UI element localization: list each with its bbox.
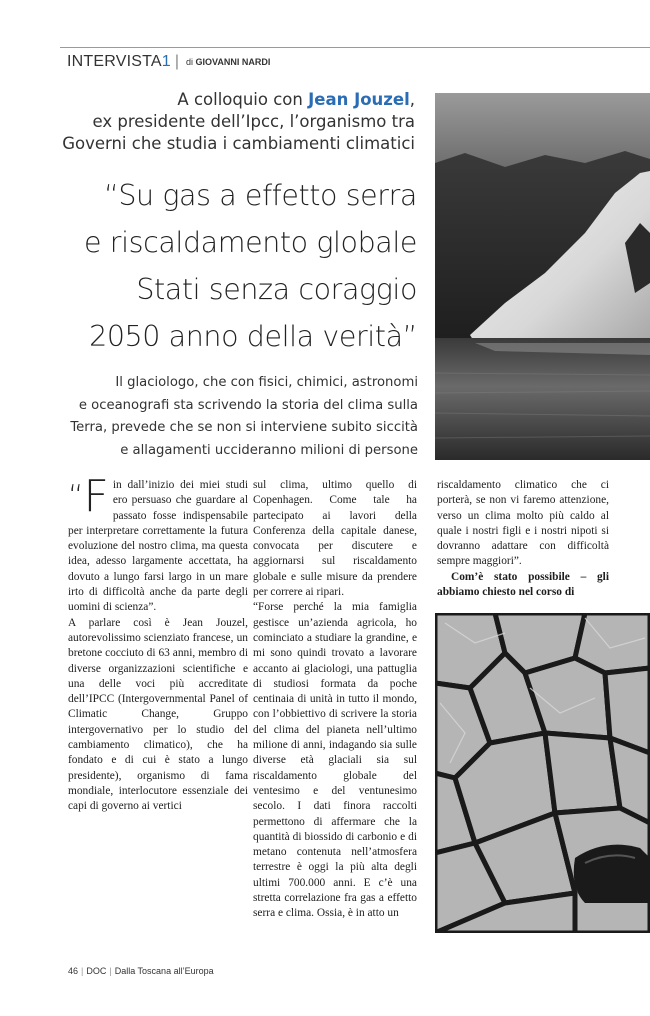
subhead-name: Jean Jouzel bbox=[308, 90, 410, 109]
iceberg-illustration bbox=[435, 93, 650, 460]
section-separator: | bbox=[174, 53, 180, 70]
lede-line-1: Il glaciologo, che con fisici, chimici, astronomi bbox=[115, 375, 418, 390]
magazine-tagline: Dalla Toscana all’Europa bbox=[114, 966, 214, 976]
section-number: 1 bbox=[161, 53, 171, 70]
subhead-comma: , bbox=[409, 90, 415, 109]
lede bbox=[60, 372, 418, 462]
drop-cap-quote: “ bbox=[68, 479, 84, 514]
subhead-line-3: Governi che studia i cambiamenti climatici bbox=[62, 134, 415, 153]
page-number: 46 bbox=[68, 966, 79, 976]
section-label bbox=[67, 53, 183, 71]
body-column-1 bbox=[68, 471, 248, 815]
lede-line-2: e oceanografi sta scrivendo la storia del clima sulla bbox=[78, 397, 418, 413]
body-paragraph: riscaldamento climatico che ci porterà, se non vi faremo attenzione, verso un clima molto più caldo al quale i nostri figli e i nostri nipoti si dovranno adattare con difficoltà sempre maggiori”. bbox=[437, 479, 609, 568]
byline-prefix: di bbox=[186, 57, 194, 67]
top-rule bbox=[60, 47, 650, 48]
lede-line-4: e allagamenti uccideranno milioni di persone bbox=[120, 442, 418, 458]
lede-line-3: Terra, prevede che se non si interviene subito siccità bbox=[70, 420, 418, 435]
body-paragraph: A parlare così è Jean Jouzel, autorevolissimo scienziato francese, un bretone cocciuto di 63 anni, membro di diverse organizzazioni scientifiche e una delle voci più accreditate dell’IPCC (Intergovernmental Panel of Climatic Change, Gruppo intergovernativo per lo studio del cambiamento climatico), che ha fondato e di cui è stato a lungo presidente), organismo di fama mondiale, interlocutore essenziale dei capi di governo ai vertici bbox=[68, 616, 248, 813]
iceberg-photo bbox=[435, 93, 650, 460]
subhead-line-1 bbox=[60, 89, 415, 111]
headline bbox=[40, 172, 417, 360]
body-column-2 bbox=[253, 478, 417, 922]
body-paragraph: sul clima, ultimo quello di Copenhagen. Come tale ha partecipato ai lavori della Conferenza della capitale danese, convocata per discutere e aggiornarsi sul riscaldamento globale e sulle misure da prendere per correre ai ripari. bbox=[253, 479, 417, 599]
footer-separator: | bbox=[109, 966, 112, 976]
headline-line-3: Stati senza coraggio bbox=[136, 273, 417, 306]
byline-author: GIOVANNI NARDI bbox=[195, 57, 271, 67]
footer-separator: | bbox=[81, 966, 84, 976]
subhead-prefix: A colloquio con bbox=[177, 90, 303, 109]
subhead-line-2: ex presidente dell’Ipcc, l’organismo tra bbox=[92, 112, 415, 131]
interview-question: Com’è stato possibile – gli abbiamo chiesto nel corso di bbox=[437, 570, 609, 599]
headline-line-4: 2050 anno della verità” bbox=[89, 320, 417, 353]
byline bbox=[186, 57, 270, 67]
drop-cap bbox=[68, 471, 109, 522]
body-paragraph bbox=[68, 471, 248, 616]
page-footer bbox=[68, 966, 214, 976]
cracked-earth-illustration bbox=[435, 613, 650, 933]
section-title: INTERVISTA bbox=[67, 53, 162, 70]
cracked-earth-photo bbox=[435, 613, 650, 933]
body-column-3 bbox=[437, 478, 609, 600]
body-paragraph: “Forse perché la mia famiglia gestisce un’azienda agricola, ho cominciato a studiare la grandine, e mi sono quindi trovato a lavorare accanto ai glaciologi, una pattuglia di studiosi formata da poche centinaia di unità in tutto il mondo, con l’obbiettivo di scrivere la storia del clima del pianeta nell’ultimo milione di anni, indagando sia sulle diverse età glaciali sia sul riscaldamento globale del ventesimo e del ventunesimo secolo. I dati finora raccolti permettono di affermare che la quantità di biossido di carbonio e di metano contenuta nell’atmosfera terrestre è oggi la più alta degli ultimi 700.000 anni. E c’è una stretta correlazione fra gas a effetto serra e clima. Ossia, è in atto un bbox=[253, 601, 417, 920]
subhead bbox=[60, 89, 415, 155]
magazine-name: DOC bbox=[86, 966, 107, 976]
headline-line-1: “Su gas a effetto serra bbox=[103, 179, 417, 212]
body-text: in dall’inizio dei miei studi ero persuaso che guardare al passato fosse indispensabile per interpretare correttamente la futura evoluzione del nostro clima, ma questa idea, adesso largamente accettata, ha dovuto a lungo farsi largo in un mare irto di difficoltà anche da parte degli uomini di scienza”. bbox=[68, 479, 248, 614]
drop-cap-letter: F bbox=[83, 471, 109, 522]
headline-line-2: e riscaldamento globale bbox=[84, 226, 417, 259]
